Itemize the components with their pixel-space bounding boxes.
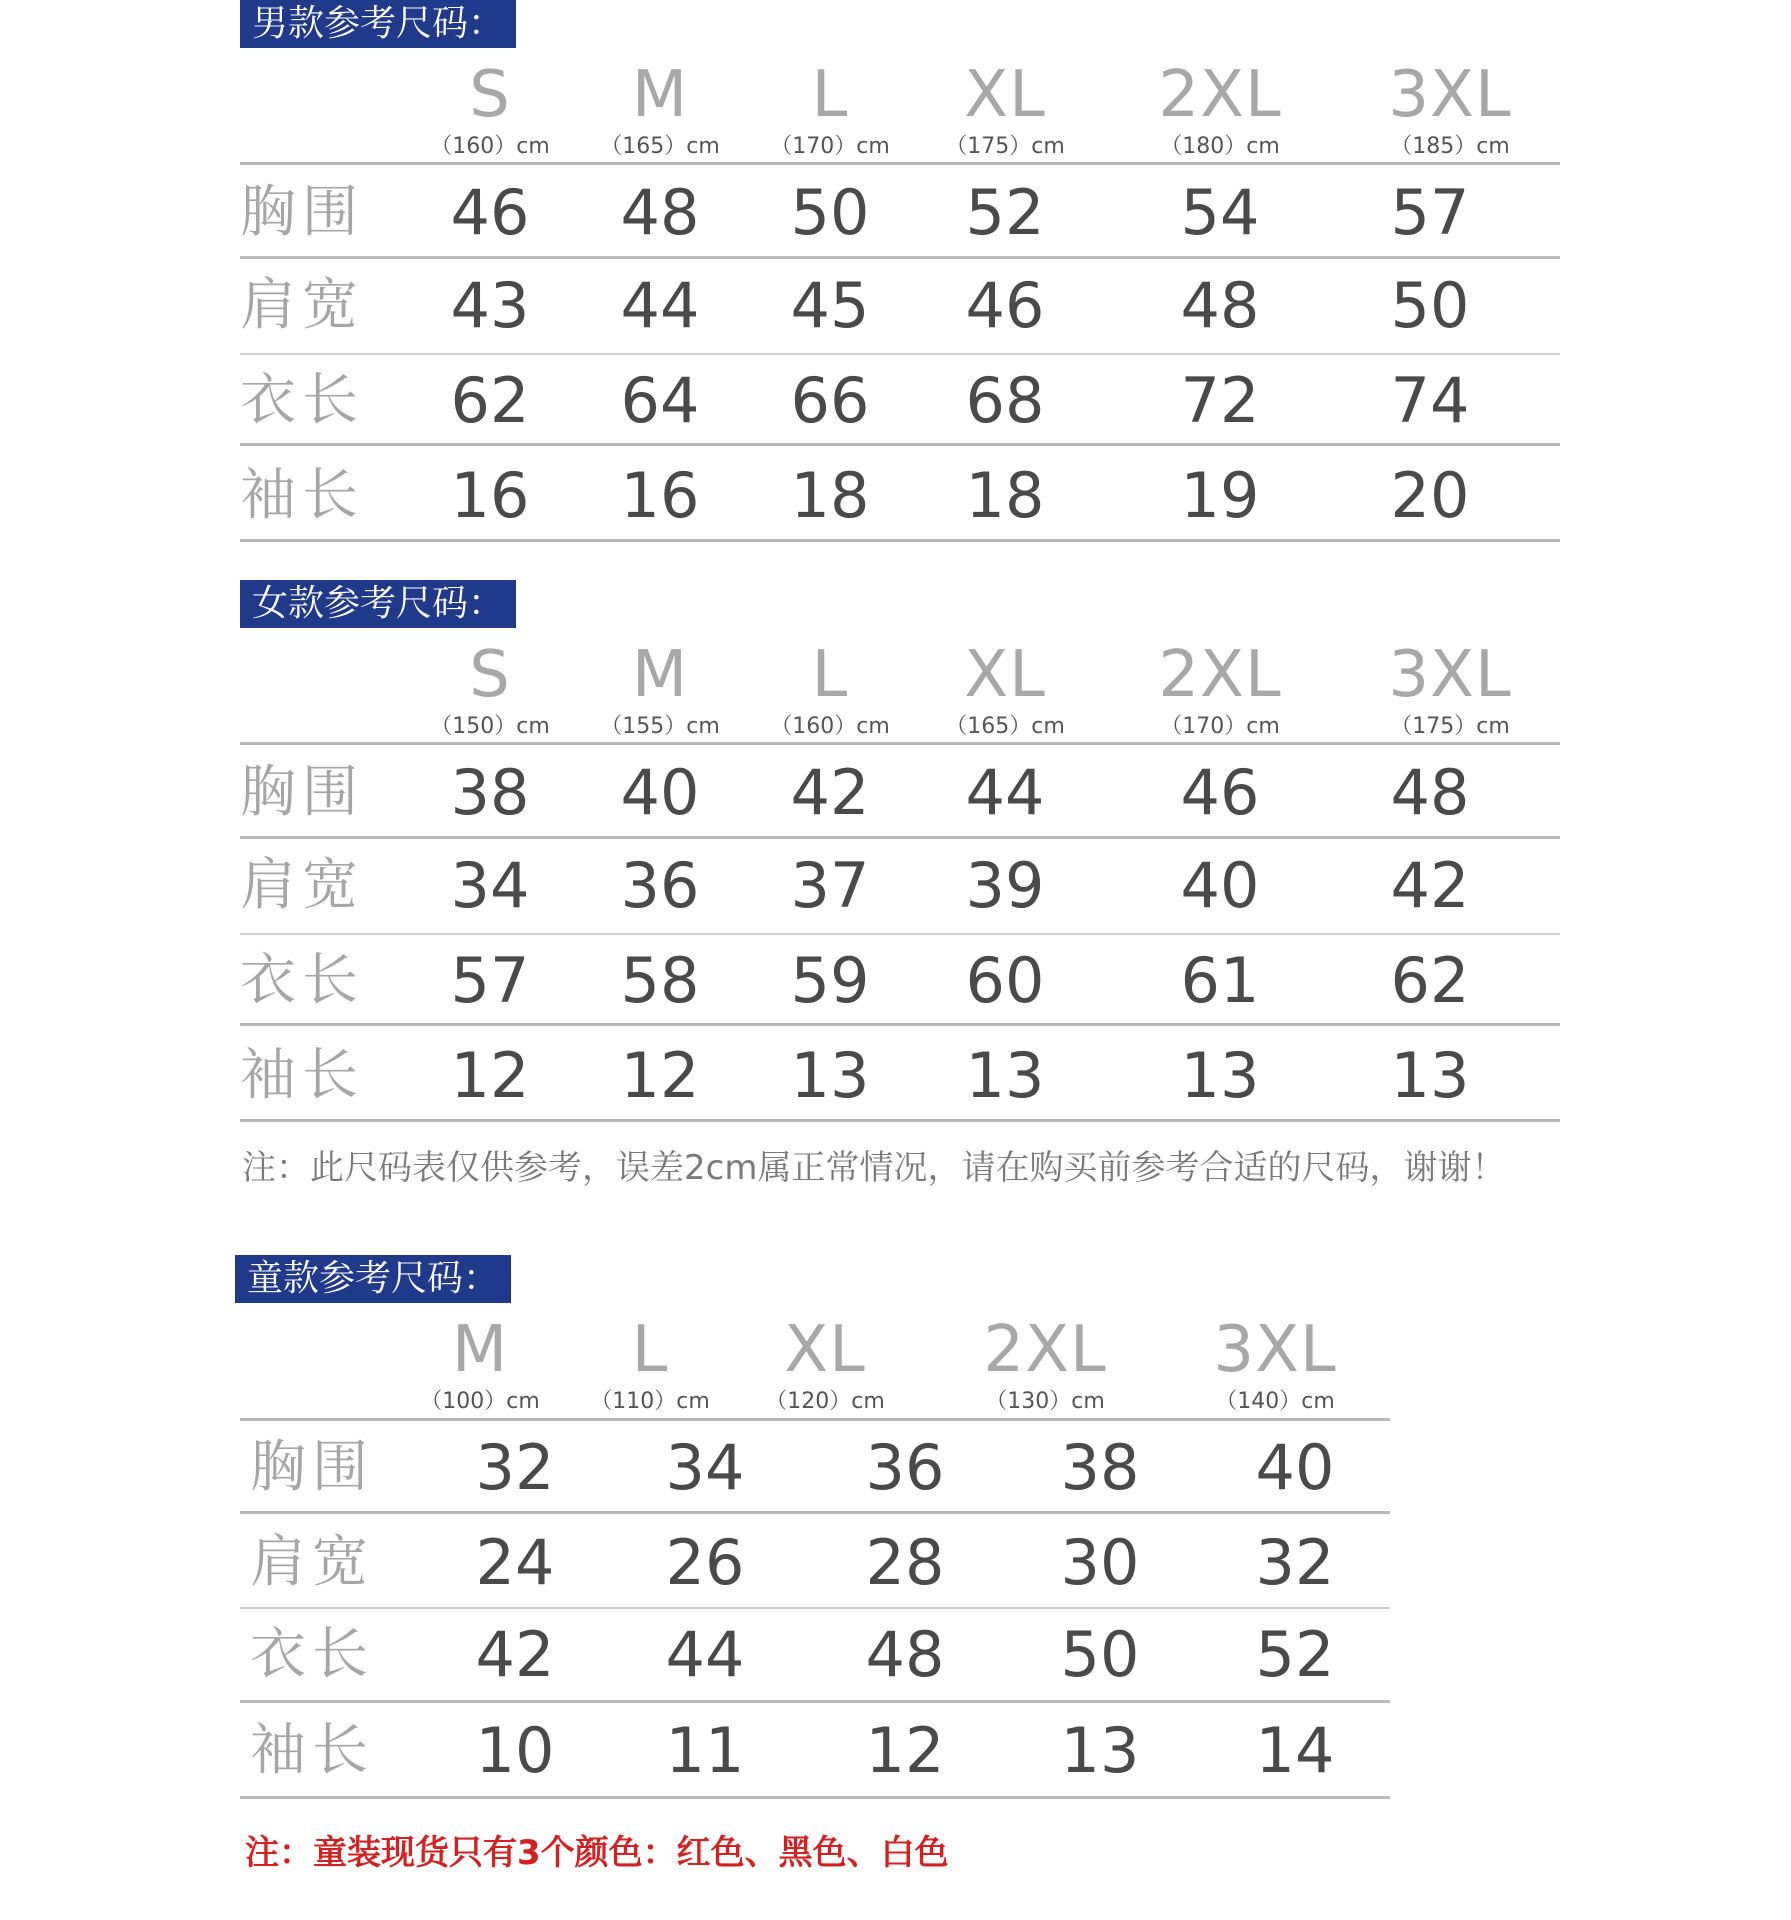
size-label: L [631,1313,669,1387]
table-cell: 20 [1390,459,1470,532]
kids-section-title: 童款参考尺码： [235,1255,511,1303]
table-cell: 44 [620,269,700,342]
table-cell: 12 [620,1039,700,1112]
size-height: （140）cm [1215,1389,1335,1414]
table-cell: 11 [665,1714,745,1787]
table-cell: 18 [965,459,1045,532]
size-height: （185）cm [1390,134,1510,159]
size-label: XL [964,58,1046,132]
table-cell: 46 [1180,756,1260,829]
size-header-l [750,640,910,740]
table-rule [240,443,1560,446]
kids-size-section [0,1255,1791,1895]
row-label: 袖长 [240,463,364,528]
table-cell: 54 [1180,176,1260,249]
table-cell: 34 [450,849,530,922]
size-header-2xl [955,1315,1135,1415]
size-label: M [451,1313,509,1387]
row-label: 衣长 [240,368,364,433]
kids-size-header [240,1315,1390,1435]
size-height: （175）cm [945,134,1065,159]
table-cell: 37 [790,849,870,922]
table-row-shoulder [240,258,1560,353]
row-label: 袖长 [240,1043,364,1108]
men-size-section [0,0,1791,560]
kids-color-note: 注：童装现货只有3个颜色：红色、黑色、白色 [245,1833,949,1873]
table-cell: 13 [965,1039,1045,1112]
size-header-xl [745,1315,905,1415]
table-row-length [240,1607,1390,1702]
table-cell: 66 [790,364,870,437]
table-cell: 50 [790,176,870,249]
table-cell: 42 [790,756,870,829]
table-cell: 28 [865,1526,945,1599]
table-cell: 36 [620,849,700,922]
table-cell: 13 [1180,1039,1260,1112]
table-cell: 42 [475,1618,555,1691]
table-row-shoulder [240,1515,1390,1610]
table-cell: 13 [1060,1714,1140,1787]
row-label: 衣长 [240,948,364,1013]
size-label: S [469,58,511,132]
size-height: （110）cm [590,1389,710,1414]
size-header-m [580,60,740,160]
size-label: M [631,638,689,712]
size-height: （100）cm [420,1389,540,1414]
size-header-2xl [1130,60,1310,160]
table-rule [240,1796,1390,1799]
size-label: 3XL [1388,638,1512,712]
table-cell: 59 [790,944,870,1017]
table-cell: 43 [450,269,530,342]
table-cell: 16 [620,459,700,532]
size-height: （150）cm [430,714,550,739]
size-header-s [410,60,570,160]
men-size-table [240,60,1560,550]
table-row-chest [240,165,1560,260]
size-height: （170）cm [1160,714,1280,739]
table-cell: 39 [965,849,1045,922]
row-label: 胸围 [250,1435,374,1500]
size-label: L [811,58,849,132]
table-row-sleeve [240,1703,1390,1798]
table-cell: 48 [865,1618,945,1691]
size-label: 3XL [1388,58,1512,132]
table-rule [240,539,1560,542]
table-cell: 50 [1390,269,1470,342]
table-cell: 34 [665,1431,745,1504]
table-cell: 48 [1390,756,1470,829]
size-label: 2XL [983,1313,1107,1387]
table-row-sleeve [240,1028,1560,1123]
row-label: 肩宽 [240,273,364,338]
table-cell: 44 [965,756,1045,829]
size-height: （120）cm [765,1389,885,1414]
table-cell: 57 [450,944,530,1017]
table-cell: 13 [790,1039,870,1112]
row-label: 胸围 [240,180,364,245]
kids-size-table [240,1315,1390,1805]
size-header-l [750,60,910,160]
row-label: 胸围 [240,760,364,825]
table-cell: 64 [620,364,700,437]
women-size-section [0,580,1791,1200]
size-header-l [570,1315,730,1415]
table-cell: 12 [865,1714,945,1787]
table-cell: 74 [1390,364,1470,437]
table-row-length [240,933,1560,1028]
table-cell: 26 [665,1526,745,1599]
women-section-title: 女款参考尺码： [240,580,516,628]
table-cell: 30 [1060,1526,1140,1599]
table-cell: 48 [1180,269,1260,342]
table-cell: 38 [1060,1431,1140,1504]
size-header-2xl [1130,640,1310,740]
table-cell: 50 [1060,1618,1140,1691]
table-cell: 36 [865,1431,945,1504]
table-cell: 14 [1255,1714,1335,1787]
table-cell: 16 [450,459,530,532]
table-cell: 13 [1390,1039,1470,1112]
table-cell: 68 [965,364,1045,437]
table-cell: 61 [1180,944,1260,1017]
size-height: （170）cm [770,134,890,159]
table-rule [240,1119,1560,1122]
table-cell: 38 [450,756,530,829]
size-height: （160）cm [770,714,890,739]
table-cell: 40 [620,756,700,829]
row-label: 肩宽 [240,853,364,918]
table-cell: 46 [965,269,1045,342]
table-cell: 40 [1255,1431,1335,1504]
row-label: 衣长 [250,1622,374,1687]
size-label: M [631,58,689,132]
table-cell: 40 [1180,849,1260,922]
table-row-chest [240,1420,1390,1515]
table-cell: 52 [965,176,1045,249]
table-cell: 10 [475,1714,555,1787]
size-height: （165）cm [600,134,720,159]
table-row-sleeve [240,448,1560,543]
table-cell: 32 [475,1431,555,1504]
table-cell: 60 [965,944,1045,1017]
table-row-length [240,353,1560,448]
size-label: XL [964,638,1046,712]
size-header-3xl [1360,640,1540,740]
size-header-xl [925,640,1085,740]
men-section-title: 男款参考尺码： [240,0,516,48]
table-cell: 57 [1390,176,1470,249]
size-header-m [400,1315,560,1415]
table-cell: 62 [450,364,530,437]
size-label: 3XL [1213,1313,1337,1387]
table-cell: 18 [790,459,870,532]
size-label: 2XL [1158,638,1282,712]
size-header-3xl [1360,60,1540,160]
table-cell: 48 [620,176,700,249]
table-row-shoulder [240,838,1560,933]
women-size-table [240,640,1560,1130]
table-cell: 72 [1180,364,1260,437]
table-rule [240,1511,1390,1514]
table-cell: 62 [1390,944,1470,1017]
size-height: （130）cm [985,1389,1105,1414]
row-label: 肩宽 [250,1530,374,1595]
table-cell: 45 [790,269,870,342]
table-cell: 19 [1180,459,1260,532]
size-header-xl [925,60,1085,160]
size-height: （165）cm [945,714,1065,739]
table-cell: 24 [475,1526,555,1599]
women-size-note: 注：此尺码表仅供参考，误差2cm属正常情况，请在购买前参考合适的尺码，谢谢！ [242,1148,1506,1188]
table-cell: 58 [620,944,700,1017]
row-label: 袖长 [250,1718,374,1783]
size-header-s [410,640,570,740]
size-label: L [811,638,849,712]
size-height: （180）cm [1160,134,1280,159]
size-label: XL [784,1313,866,1387]
table-cell: 46 [450,176,530,249]
table-cell: 44 [665,1618,745,1691]
size-height: （155）cm [600,714,720,739]
table-cell: 32 [1255,1526,1335,1599]
table-cell: 42 [1390,849,1470,922]
size-label: S [469,638,511,712]
table-rule [240,1023,1560,1026]
table-row-chest [240,745,1560,840]
size-label: 2XL [1158,58,1282,132]
table-cell: 52 [1255,1618,1335,1691]
size-header-3xl [1185,1315,1365,1415]
size-height: （175）cm [1390,714,1510,739]
table-cell: 12 [450,1039,530,1112]
size-header-m [580,640,740,740]
size-height: （160）cm [430,134,550,159]
